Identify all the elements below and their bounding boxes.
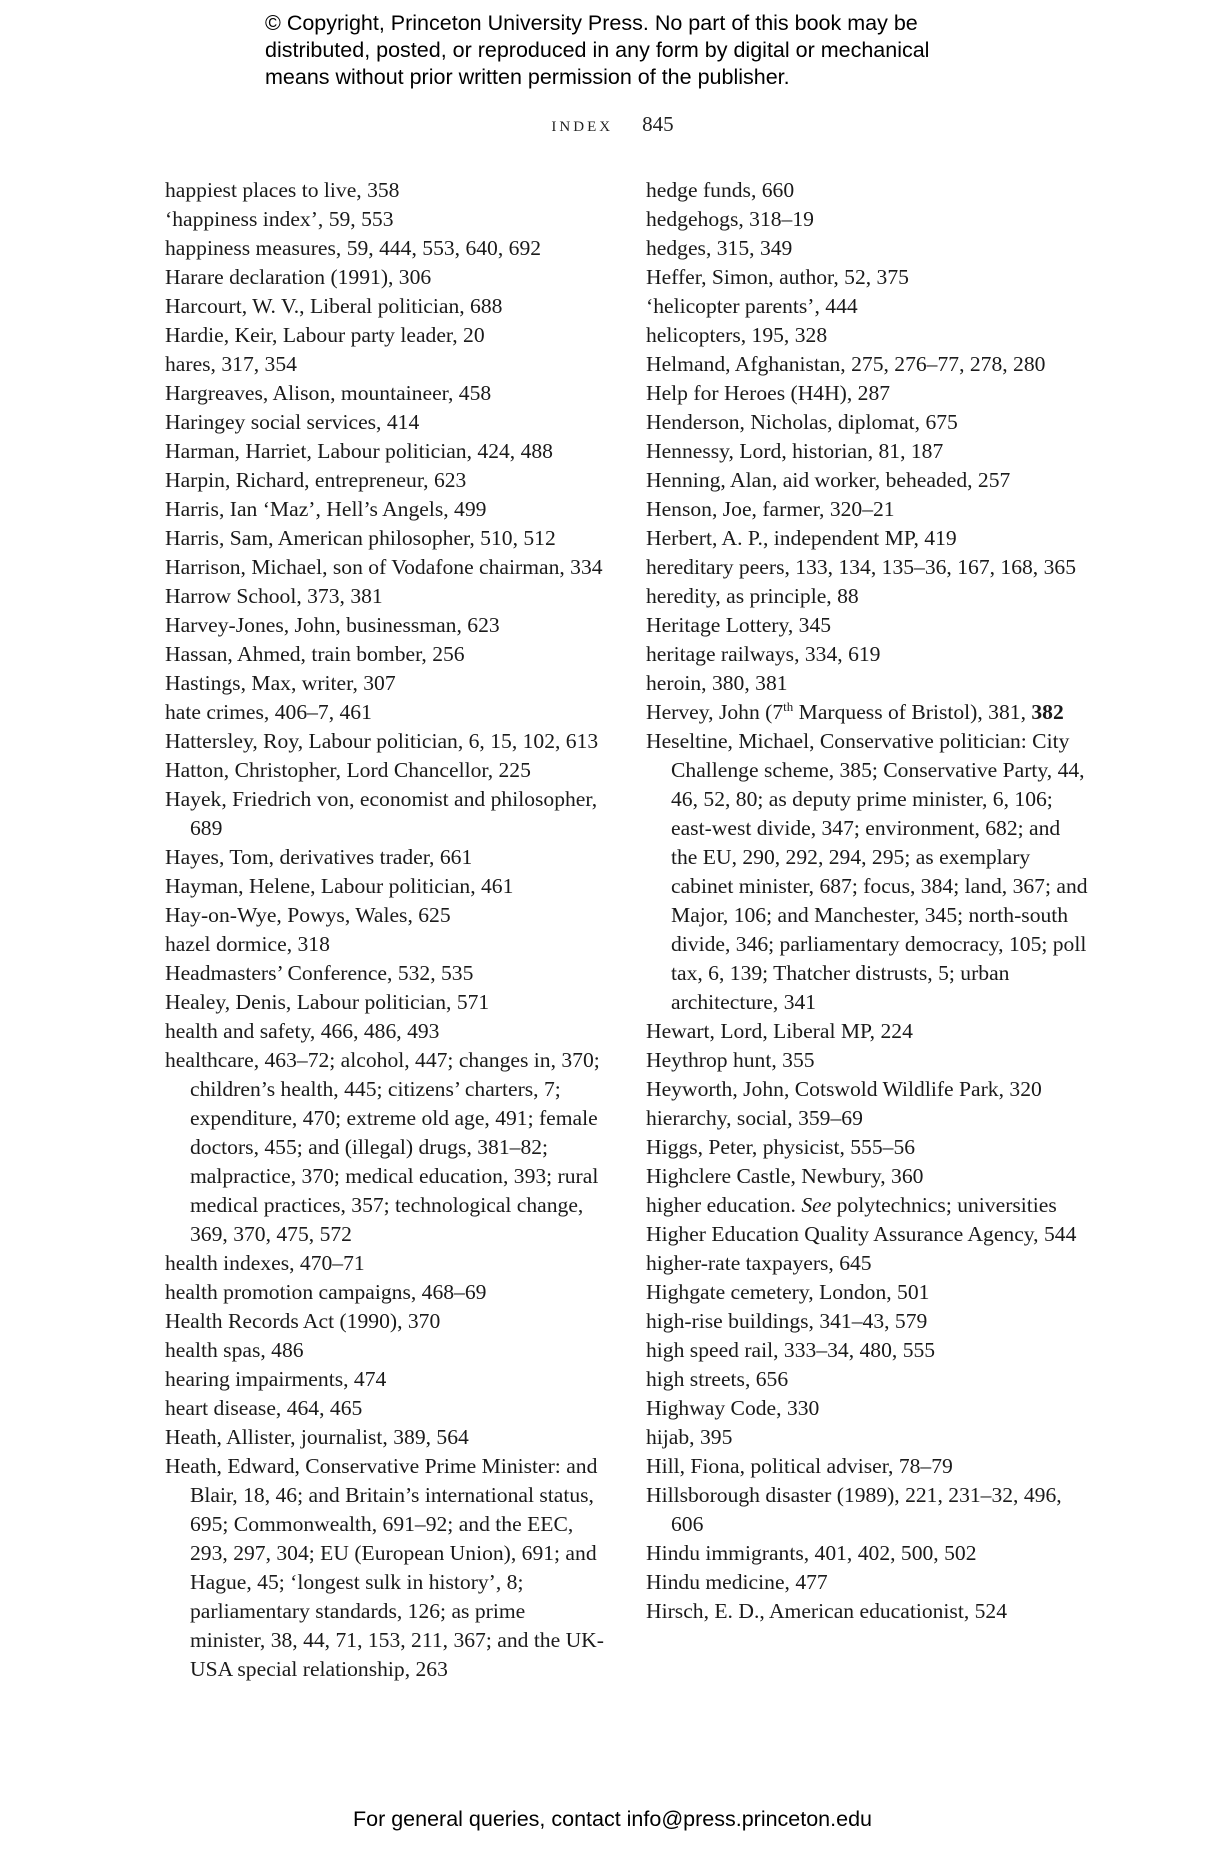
index-entry: Hatton, Christopher, Lord Chancellor, 225 (165, 758, 531, 782)
index-entry: high streets, 656 (646, 1367, 789, 1391)
index-entry: heredity, as principle, 88 (646, 584, 859, 608)
index-entry: Harman, Harriet, Labour politician, 424, 488 (165, 439, 553, 463)
index-entry: hijab, 395 (646, 1425, 733, 1449)
entry-text: higher education. (646, 1193, 802, 1217)
index-entry: hedges, 315, 349 (646, 236, 793, 260)
index-entry: hedge funds, 660 (646, 178, 795, 202)
index-entry: Health Records Act (1990), 370 (165, 1309, 441, 1333)
index-entry: Hay-on-Wye, Powys, Wales, 625 (165, 903, 451, 927)
index-entry: Herbert, A. P., independent MP, 419 (646, 526, 957, 550)
index-entry: Harrow School, 373, 381 (165, 584, 383, 608)
index-entry: Heritage Lottery, 345 (646, 613, 832, 637)
index-entry: Hayman, Helene, Labour politician, 461 (165, 874, 514, 898)
index-entry: Hindu immigrants, 401, 402, 500, 502 (646, 1541, 977, 1565)
index-entry: Henderson, Nicholas, diplomat, 675 (646, 410, 958, 434)
index-entry: Hindu medicine, 477 (646, 1570, 828, 1594)
index-entry: Heythrop hunt, 355 (646, 1048, 815, 1072)
index-entry: Haringey social services, 414 (165, 410, 420, 434)
index-column-left (165, 176, 605, 1684)
copyright-line: means without prior written permission of the publisher. (265, 65, 790, 89)
index-entry: hares, 317, 354 (165, 352, 297, 376)
index-entry: hedgehogs, 318–19 (646, 207, 814, 231)
index-entry: hierarchy, social, 359–69 (646, 1106, 863, 1130)
index-entry: health spas, 486 (165, 1338, 304, 1362)
index-column-right (646, 176, 1091, 1626)
index-entry: health and safety, 466, 486, 493 (165, 1019, 440, 1043)
index-entry: ‘happiness index’, 59, 553 (165, 207, 394, 231)
index-entry: heart disease, 464, 465 (165, 1396, 363, 1420)
index-entry: high speed rail, 333–34, 480, 555 (646, 1338, 936, 1362)
index-entry: Harcourt, W. V., Liberal politician, 688 (165, 294, 503, 318)
entry-text: polytechnics; universities (831, 1193, 1057, 1217)
page-number: 845 (642, 112, 674, 136)
index-entry: Heyworth, John, Cotswold Wildlife Park, 320 (646, 1077, 1042, 1101)
index-entry: Heath, Allister, journalist, 389, 564 (165, 1425, 469, 1449)
index-entry: Harris, Ian ‘Maz’, Hell’s Angels, 499 (165, 497, 487, 521)
index-entry: health indexes, 470–71 (165, 1251, 365, 1275)
index-entry: Hayes, Tom, derivatives trader, 661 (165, 845, 473, 869)
index-entry: Hirsch, E. D., American educationist, 524 (646, 1599, 1008, 1623)
index-entry: Hewart, Lord, Liberal MP, 224 (646, 1019, 913, 1043)
index-entry: Help for Heroes (H4H), 287 (646, 381, 891, 405)
index-entry: Heffer, Simon, author, 52, 375 (646, 265, 909, 289)
index-entry: Harare declaration (1991), 306 (165, 265, 432, 289)
index-entry (646, 698, 1091, 727)
index-entry: Healey, Denis, Labour politician, 571 (165, 990, 490, 1014)
copyright-line: distributed, posted, or reproduced in any form by digital or mechanical (265, 38, 930, 62)
index-entry: Hennessy, Lord, historian, 81, 187 (646, 439, 944, 463)
index-entry: happiness measures, 59, 444, 553, 640, 692 (165, 236, 542, 260)
index-entry (646, 1191, 1091, 1220)
superscript: th (783, 698, 794, 714)
index-entry: Harpin, Richard, entrepreneur, 623 (165, 468, 467, 492)
index-entry: Headmasters’ Conference, 532, 535 (165, 961, 474, 985)
bold-page-ref: 382 (1031, 700, 1064, 724)
index-entry: Harris, Sam, American philosopher, 510, 512 (165, 526, 556, 550)
index-entry: Highway Code, 330 (646, 1396, 820, 1420)
index-entry: helicopters, 195, 328 (646, 323, 828, 347)
index-entry: health promotion campaigns, 468–69 (165, 1280, 487, 1304)
running-head-label: index (551, 112, 614, 136)
copyright-notice (265, 10, 985, 91)
index-entry: Higgs, Peter, physicist, 555–56 (646, 1135, 916, 1159)
index-entry: healthcare, 463–72; alcohol, 447; changes in, 370; children’s health, 445; citizens’ charters, 7; expenditure, 470; extreme old age, 491; female doctors, 455; and (illegal) drugs, 381–82; malpractice, 370; medical education, 393; rural medical practices, 357; technological change, 369, 370, 475, 572 (165, 1048, 600, 1246)
index-entry: Heseltine, Michael, Conservative politician: City Challenge scheme, 385; Conservative Party, 44, 46, 52, 80; as deputy prime minister, 6, 106; east-west divide, 347; environment, 682; and the EU, 290, 292, 294, 295; as exemplary cabinet minister, 687; focus, 384; land, 367; and Major, 106; and Manchester, 345; north-south divide, 346; parliamentary democracy, 105; poll tax, 6, 139; Thatcher distrusts, 5; urban architecture, 341 (646, 729, 1088, 1014)
index-entry: Hill, Fiona, political adviser, 78–79 (646, 1454, 953, 1478)
index-entry: Hassan, Ahmed, train bomber, 256 (165, 642, 465, 666)
running-head (0, 112, 1225, 137)
index-entry: hate crimes, 406–7, 461 (165, 700, 372, 724)
index-entry: higher-rate taxpayers, 645 (646, 1251, 872, 1275)
index-entry: heritage railways, 334, 619 (646, 642, 881, 666)
index-entry: Heath, Edward, Conservative Prime Minister: and Blair, 18, 46; and Britain’s international status, 695; Commonwealth, 691–92; and the EEC, 293, 297, 304; EU (European Union), 691; and Hague, 45; ‘longest sulk in history’, 8; parliamentary standards, 126; as prime minister, 38, 44, 71, 153, 211, 367; and the UK-USA special relationship, 263 (165, 1454, 604, 1681)
entry-text: Marquess of Bristol), 381, (793, 700, 1032, 724)
index-entry: Hastings, Max, writer, 307 (165, 671, 396, 695)
index-entry: Harvey-Jones, John, businessman, 623 (165, 613, 500, 637)
see-reference: See (801, 1193, 832, 1217)
index-entry: Hillsborough disaster (1989), 221, 231–32, 496, 606 (646, 1483, 1062, 1536)
copyright-line: © Copyright, Princeton University Press. No part of this book may be (265, 11, 918, 35)
index-entry: Hardie, Keir, Labour party leader, 20 (165, 323, 485, 347)
index-entry: Hargreaves, Alison, mountaineer, 458 (165, 381, 492, 405)
index-entry: Harrison, Michael, son of Vodafone chairman, 334 (165, 555, 603, 579)
index-entry: high-rise buildings, 341–43, 579 (646, 1309, 928, 1333)
index-entry: Henson, Joe, farmer, 320–21 (646, 497, 895, 521)
index-entry: Hayek, Friedrich von, economist and philosopher, 689 (165, 787, 598, 840)
index-entry: ‘helicopter parents’, 444 (646, 294, 858, 318)
index-entry: hazel dormice, 318 (165, 932, 330, 956)
index-entry: Helmand, Afghanistan, 275, 276–77, 278, 280 (646, 352, 1046, 376)
index-entry: Higher Education Quality Assurance Agency, 544 (646, 1222, 1077, 1246)
entry-text: Hervey, John (7 (646, 700, 784, 724)
footer-contact: For general queries, contact info@press.princeton.edu (352, 1807, 872, 1831)
index-entry: Highclere Castle, Newbury, 360 (646, 1164, 924, 1188)
index-entry: hereditary peers, 133, 134, 135–36, 167, 168, 365 (646, 555, 1076, 579)
index-entry: Henning, Alan, aid worker, beheaded, 257 (646, 468, 1011, 492)
index-entry: Highgate cemetery, London, 501 (646, 1280, 930, 1304)
index-entry: Hattersley, Roy, Labour politician, 6, 15, 102, 613 (165, 729, 599, 753)
index-entry: hearing impairments, 474 (165, 1367, 387, 1391)
index-entry: happiest places to live, 358 (165, 178, 400, 202)
index-entry: heroin, 380, 381 (646, 671, 788, 695)
